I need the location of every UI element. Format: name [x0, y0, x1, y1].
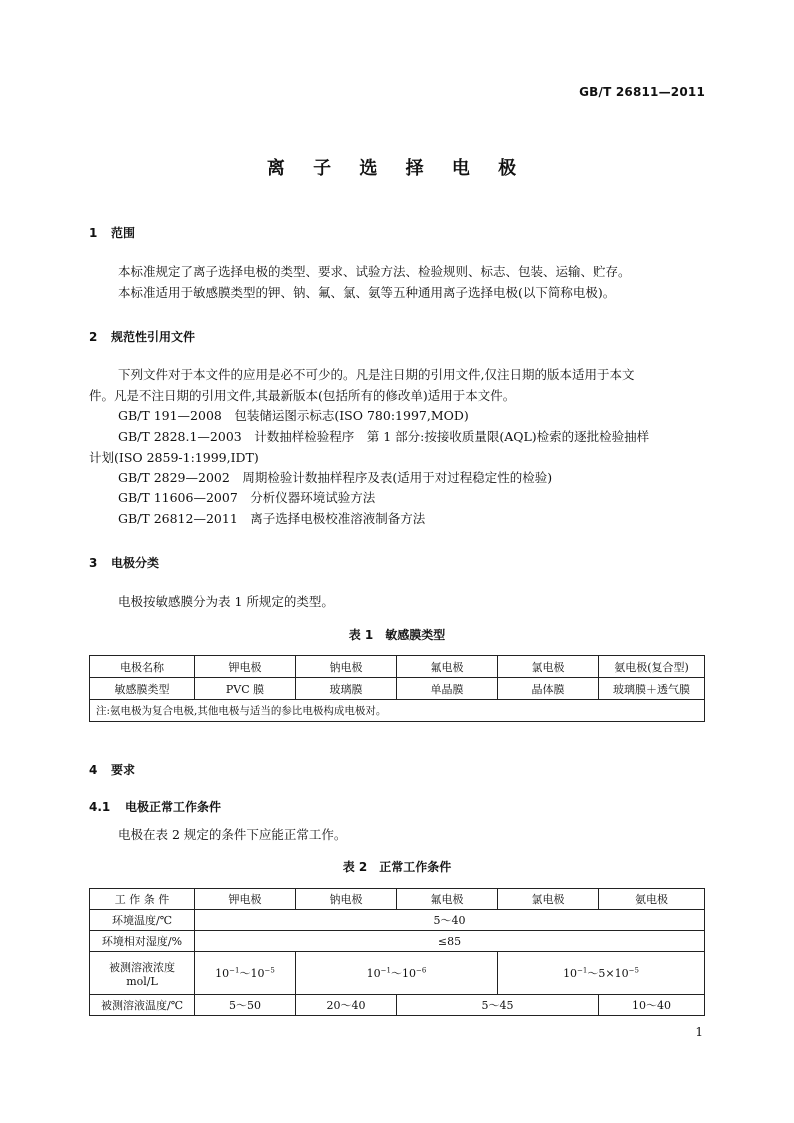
table-row — [90, 889, 705, 910]
table-row — [90, 910, 705, 931]
table-cell: ≤85 — [195, 931, 705, 952]
table-1-caption: 表 1 敏感膜类型 — [348, 628, 446, 642]
table-cell: 环境温度/℃ — [90, 910, 195, 931]
table-cell — [296, 952, 498, 995]
table-cell: 钾电极 — [195, 656, 296, 678]
table-cell — [195, 952, 296, 995]
page-number: 1 — [695, 1025, 703, 1039]
table-cell: 氯电极 — [498, 656, 599, 678]
section-title: 电极正常工作条件 — [125, 800, 222, 814]
section-number: 4.1 — [89, 800, 111, 814]
reference-item: GB/T 26812—2011 离子选择电极校准溶液制备方法 — [118, 511, 426, 526]
section-number: 3 — [89, 556, 98, 570]
table-cell: 钾电极 — [195, 889, 296, 910]
table-cell: 玻璃膜 — [296, 678, 397, 700]
table-note: 注:氨电极为复合电极,其他电极与适当的参比电极构成电极对。 — [90, 700, 705, 722]
table-row — [90, 656, 705, 678]
paragraph: 电极按敏感膜分为表 1 所规定的类型。 — [118, 594, 334, 609]
table-row — [90, 931, 705, 952]
table-cell — [90, 952, 195, 995]
table-2 — [89, 888, 705, 1016]
table-cell: 10～40 — [599, 995, 705, 1016]
section-number: 2 — [89, 330, 98, 344]
table-cell: 环境相对湿度/% — [90, 931, 195, 952]
table-cell: 工 作 条 件 — [90, 889, 195, 910]
paragraph: 件。凡是不注日期的引用文件,其最新版本(包括所有的修改单)适用于本文件。 — [89, 388, 516, 403]
reference-item: GB/T 2829—2002 周期检验计数抽样程序及表(适用于对过程稳定性的检验) — [118, 470, 553, 485]
paragraph: 下列文件对于本文件的应用是必不可少的。凡是注日期的引用文件,仅注日期的版本适用于本文 — [118, 367, 635, 382]
table-2-caption: 表 2 正常工作条件 — [342, 860, 452, 874]
table-cell: 氯电极 — [498, 889, 599, 910]
section-title: 规范性引用文件 — [111, 330, 196, 344]
table-cell: 氟电极 — [397, 656, 498, 678]
table-1 — [89, 655, 705, 722]
table-cell: 5～50 — [195, 995, 296, 1016]
table-cell: 被测溶液温度/℃ — [90, 995, 195, 1016]
table-cell: 氨电极(复合型) — [599, 656, 705, 678]
table-cell — [498, 952, 705, 995]
table-cell: 5～40 — [195, 910, 705, 931]
table-cell: 电极名称 — [90, 656, 195, 678]
section-title: 电极分类 — [111, 556, 160, 570]
table-row — [90, 995, 705, 1016]
exponent: −6 — [416, 966, 427, 975]
section-4-1-heading — [89, 798, 221, 815]
exp-mid: ～10 — [239, 967, 265, 980]
section-title: 要求 — [111, 763, 136, 777]
section-3-heading — [89, 554, 159, 571]
table-cell: 单晶膜 — [397, 678, 498, 700]
table-cell: 敏感膜类型 — [90, 678, 195, 700]
standard-number: GB/T 26811—2011 — [579, 85, 705, 99]
reference-item: GB/T 2828.1—2003 计数抽样检验程序 第 1 部分:按接收质量限(AQL)检索的逐批检验抽样 — [118, 429, 650, 444]
exp-mid: ～5×10 — [587, 967, 629, 980]
table-cell: 氨电极 — [599, 889, 705, 910]
exponent: −1 — [380, 966, 391, 975]
exp-base: 10 — [215, 967, 230, 980]
table-cell: 5～45 — [397, 995, 599, 1016]
section-2-heading — [89, 328, 195, 345]
exponent: −1 — [229, 966, 240, 975]
section-number: 1 — [89, 226, 98, 240]
document-title: 离 子 选 择 电 极 — [266, 158, 528, 179]
cell-line: 被测溶液浓度 — [109, 960, 175, 974]
table-cell: 钠电极 — [296, 656, 397, 678]
table-row — [90, 952, 705, 995]
section-1-heading — [89, 224, 135, 241]
cell-line: mol/L — [126, 974, 158, 988]
paragraph: 本标准规定了离子选择电极的类型、要求、试验方法、检验规则、标志、包装、运输、贮存。 — [118, 264, 631, 279]
reference-item: GB/T 11606—2007 分析仪器环境试验方法 — [118, 490, 376, 505]
reference-item: 计划(ISO 2859-1:1999,IDT) — [89, 450, 259, 465]
reference-item: GB/T 191—2008 包装储运图示标志(ISO 780:1997,MOD) — [118, 408, 469, 423]
exp-mid: ～10 — [391, 967, 416, 980]
table-note-row — [90, 700, 705, 722]
table-cell: 20～40 — [296, 995, 397, 1016]
section-4-heading — [89, 761, 135, 778]
table-cell: 氟电极 — [397, 889, 498, 910]
section-title: 范围 — [111, 226, 136, 240]
table-cell: 钠电极 — [296, 889, 397, 910]
exp-base: 10 — [563, 967, 578, 980]
exponent: −5 — [264, 966, 275, 975]
table-cell: 晶体膜 — [498, 678, 599, 700]
paragraph: 本标准适用于敏感膜类型的钾、钠、氟、氯、氨等五种通用离子选择电极(以下简称电极)。 — [118, 285, 616, 300]
paragraph: 电极在表 2 规定的条件下应能正常工作。 — [118, 827, 347, 842]
exponent: −5 — [628, 966, 639, 975]
table-cell: 玻璃膜＋透气膜 — [599, 678, 705, 700]
table-row — [90, 678, 705, 700]
table-cell: PVC 膜 — [195, 678, 296, 700]
exp-base: 10 — [366, 967, 381, 980]
exponent: −1 — [577, 966, 588, 975]
section-number: 4 — [89, 763, 98, 777]
